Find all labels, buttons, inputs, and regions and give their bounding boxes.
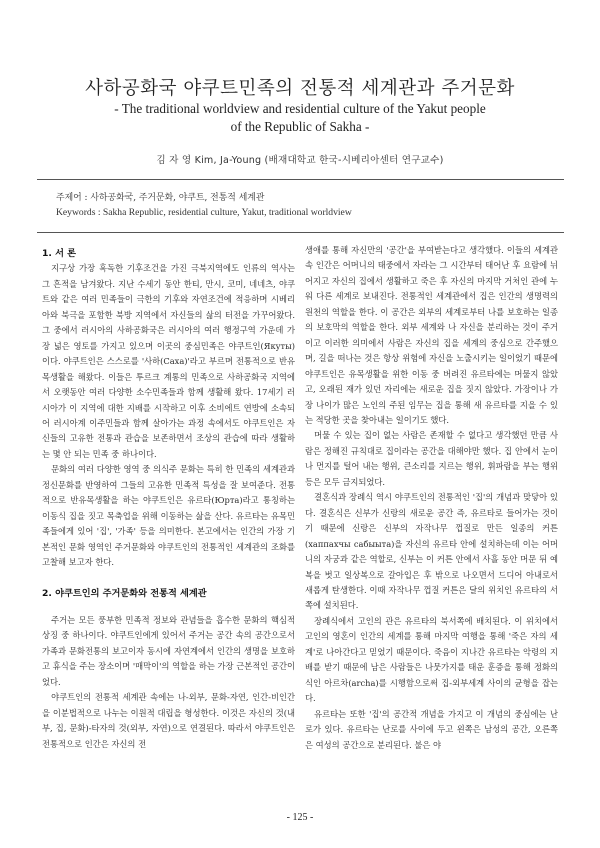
- paragraph: 문화의 여러 다양한 영역 중 의식주 문화는 특히 한 민족의 세계관과 정신문화를 반영하여 그들의 고유한 민족적 특성을 잘 보여준다. 전통적으로 반유목생활을 하는 야쿠트인은 유르타(Юрта)라고 통칭하는 이동식 집을 짓고 목축업을 위해 이동하는 삶을 산다. 유르타는 유목민족들에게 있어 '집', '가족' 등을 의미한다. 본고에서는 인간의 가장 기본적인 문화 영역인 주거문화와 야쿠트인의 전통적인 세계관의 조화를 고찰해 보고자 한다.: [42, 464, 295, 568]
- paragraph: 주거는 모든 풍부한 민족적 정보와 관념들을 흡수한 문화의 핵심적 상징 중 하나이다. 야쿠트인에게 있어서 주거는 공간 속의 공간으로서 가족과 문화전통의 보고이자 동시에 자연계에서 인간의 생명을 보호하고 휴식을 주는 장소이며 '매막이'의 역할을 하는 가장 근본적인 공간이었다.: [42, 614, 295, 687]
- paper-title-korean: 사하공화국 야쿠트민족의 전통적 세계관과 주거문화: [85, 78, 515, 99]
- paper-title-english-line1: - The traditional worldview and residential culture of the Yakut people: [114, 101, 486, 116]
- section-heading-residential-culture: 2. 야쿠트인의 주거문화와 전통적 세계관: [42, 587, 207, 599]
- paragraph: 생애를 통해 자신만의 '공간'을 부여받는다고 생각했다. 이들의 세계관 속 인간은 어머니의 태중에서 자라는 그 시간부터 태어난 후 요람에 뉘어지고 자신의 집에서 생활하고 죽은 후 자신의 마지막 거처인 관에 누워 다른 세계로 보내진다. 전통적인 세계관에서 집은 인간의 생명력의 원천의 역할을 한다. 이 공간은 외부의 세계로부터 나를 보호하는 일종의 보호막의 역할을 한다. 외부 세계와 나 자신을 분리하는 것이 주거이고 이러한 의미에서 사람은 자신의 집을 세계의 중심으로 간주했으며, 길을 떠나는 것은 항상 위험에 자신을 노출시키는 일이었기 때문에 야쿠트인은 유목생활을 위한 이동 중 버려진 유르타에는 머물지 않았고, 오래된 재가 있던 자리에는 새로운 집을 짓지 않았다. 가장이나 가장 나이가 많은 노인의 주된 임무는 집을 통해 새 유르타를 지을 수 있는 적당한 곳을 찾아내는 일이기도 했다.: [305, 245, 558, 425]
- paragraph: 지구상 가장 혹독한 기후조건을 가진 극북지역에도 인류의 역사는 그 흔적을 남겨왔다. 지난 수세기 동안 한티, 만시, 코미, 네네츠, 야쿠트와 같은 여러 민족들이 극한의 기후와 자연조건에 적응하며 시베리아와 북극을 포함한 북방 지역에서 자신들의 삶의 터전을 가꾸어왔다. 그 중에서 러시아의 사하공화국은 러시아의 여러 행정구역 가운데 가장 넓은 영토를 가지고 있으며 이곳의 중심민족은 야쿠트인(Якуты)이다. 야쿠트인은 스스로를 '사하(Саха)'라고 부르며 전통적으로 반유목생활을 해왔다. 이들은 투르크 계통의 민족으로 사하공화국 지역에서 오랫동안 여러 다양한 소수민족들과 함께 생활해 왔다. 17세기 러시아가 이 지역에 대한 지배를 시작하고 이후 소비에트 연방에 소속되어 러시아계 이주민들과 함께 살아가는 과정 속에서도 야쿠트인은 자신들의 고유한 전통과 관습을 보존하면서 조상의 관습에 따라 생활하는 몇 안 되는 민족 중 하나이다.: [42, 263, 295, 459]
- paragraph: 머물 수 있는 집이 없는 사람은 존재할 수 없다고 생각했던 만큼 사람은 정해진 규칙대로 집이라는 공간을 대해야만 했다. 집 안에서 눈이나 먼지를 털어 내는 행위, 큰소리를 지르는 행위, 휘파람을 부는 행위 등은 모두 금지되었다.: [305, 430, 558, 487]
- paragraph: 야쿠트인의 전통적 세계관 속에는 나-외부, 문화-자연, 인간-비인간을 이분법적으로 나누는 이원적 대립을 형성한다. 이것은 자신의 것(내부, 집, 문화)-타자의 것(외부, 자연)으로 연결된다. 따라서 야쿠트인은 전통적으로 인간은 자신의 전: [42, 692, 295, 749]
- paragraph: 유르타는 또한 '집'의 공간적 개념을 가지고 이 개념의 중심에는 난로가 있다. 유르타는 난로를 사이에 두고 왼쪽은 남성의 공간, 오른쪽은 여성의 공간으로 분리된다. 불은 야: [305, 708, 558, 750]
- paper-title-english-line2: of the Republic of Sakha -: [230, 119, 370, 134]
- paragraph: 장례식에서 고인의 관은 유르타의 북서쪽에 배치된다. 이 위치에서 고인의 영혼이 인간의 세계를 통해 마지막 여행을 통해 '죽은 자의 세계'로 나아간다고 믿었기 때문이다. 죽음이 지나간 유르타는 악령의 지배를 받기 때문에 남은 사람들은 나뭇가지를 태운 훈증을 통해 정화의식인 아르차(archa)를 시행함으로써 집-외부세계 사이의 균형을 잡는다.: [305, 615, 558, 704]
- page-number: - 125 -: [286, 812, 314, 823]
- keywords-korean: 주제어 : 사하공화국, 주거문화, 야쿠트, 전통적 세계관: [56, 193, 265, 203]
- keywords-box: [37, 179, 564, 233]
- keywords-english: Keywords : Sakha Republic, residential culture, Yakut, traditional worldview: [56, 207, 352, 218]
- paragraph: 결혼식과 장례식 역시 야쿠트인의 전통적인 '집'의 개념과 맞닿아 있다. 결혼식은 신부가 신랑의 새로운 공간 즉, 유르타로 들어가는 것이기 때문에 신랑은 신부의 자작나무 껍질로 만든 일종의 커튼(хаппахчы сабыыта)을 자신의 유르타 안에 설치하는데 이는 어머니의 자궁과 같은 역할로, 신부는 이 커튼 안에서 사흘 동안 머문 뒤 예복을 벗고 일상복으로 갈아입은 후 밖으로 나오면서 드디어 아내로서 새롭게 탄생한다. 이때 자작나무 껍질 커튼은 달의 위치인 유르타의 서쪽에 설치된다.: [305, 492, 558, 611]
- section-heading-introduction: 1. 서 론: [42, 248, 77, 259]
- author-affiliation: 김 자 영 Kim, Ja-Young (배재대학교 한국-시베리아센터 연구교수): [156, 155, 444, 166]
- left-column: [42, 246, 295, 752]
- right-column: [305, 243, 558, 753]
